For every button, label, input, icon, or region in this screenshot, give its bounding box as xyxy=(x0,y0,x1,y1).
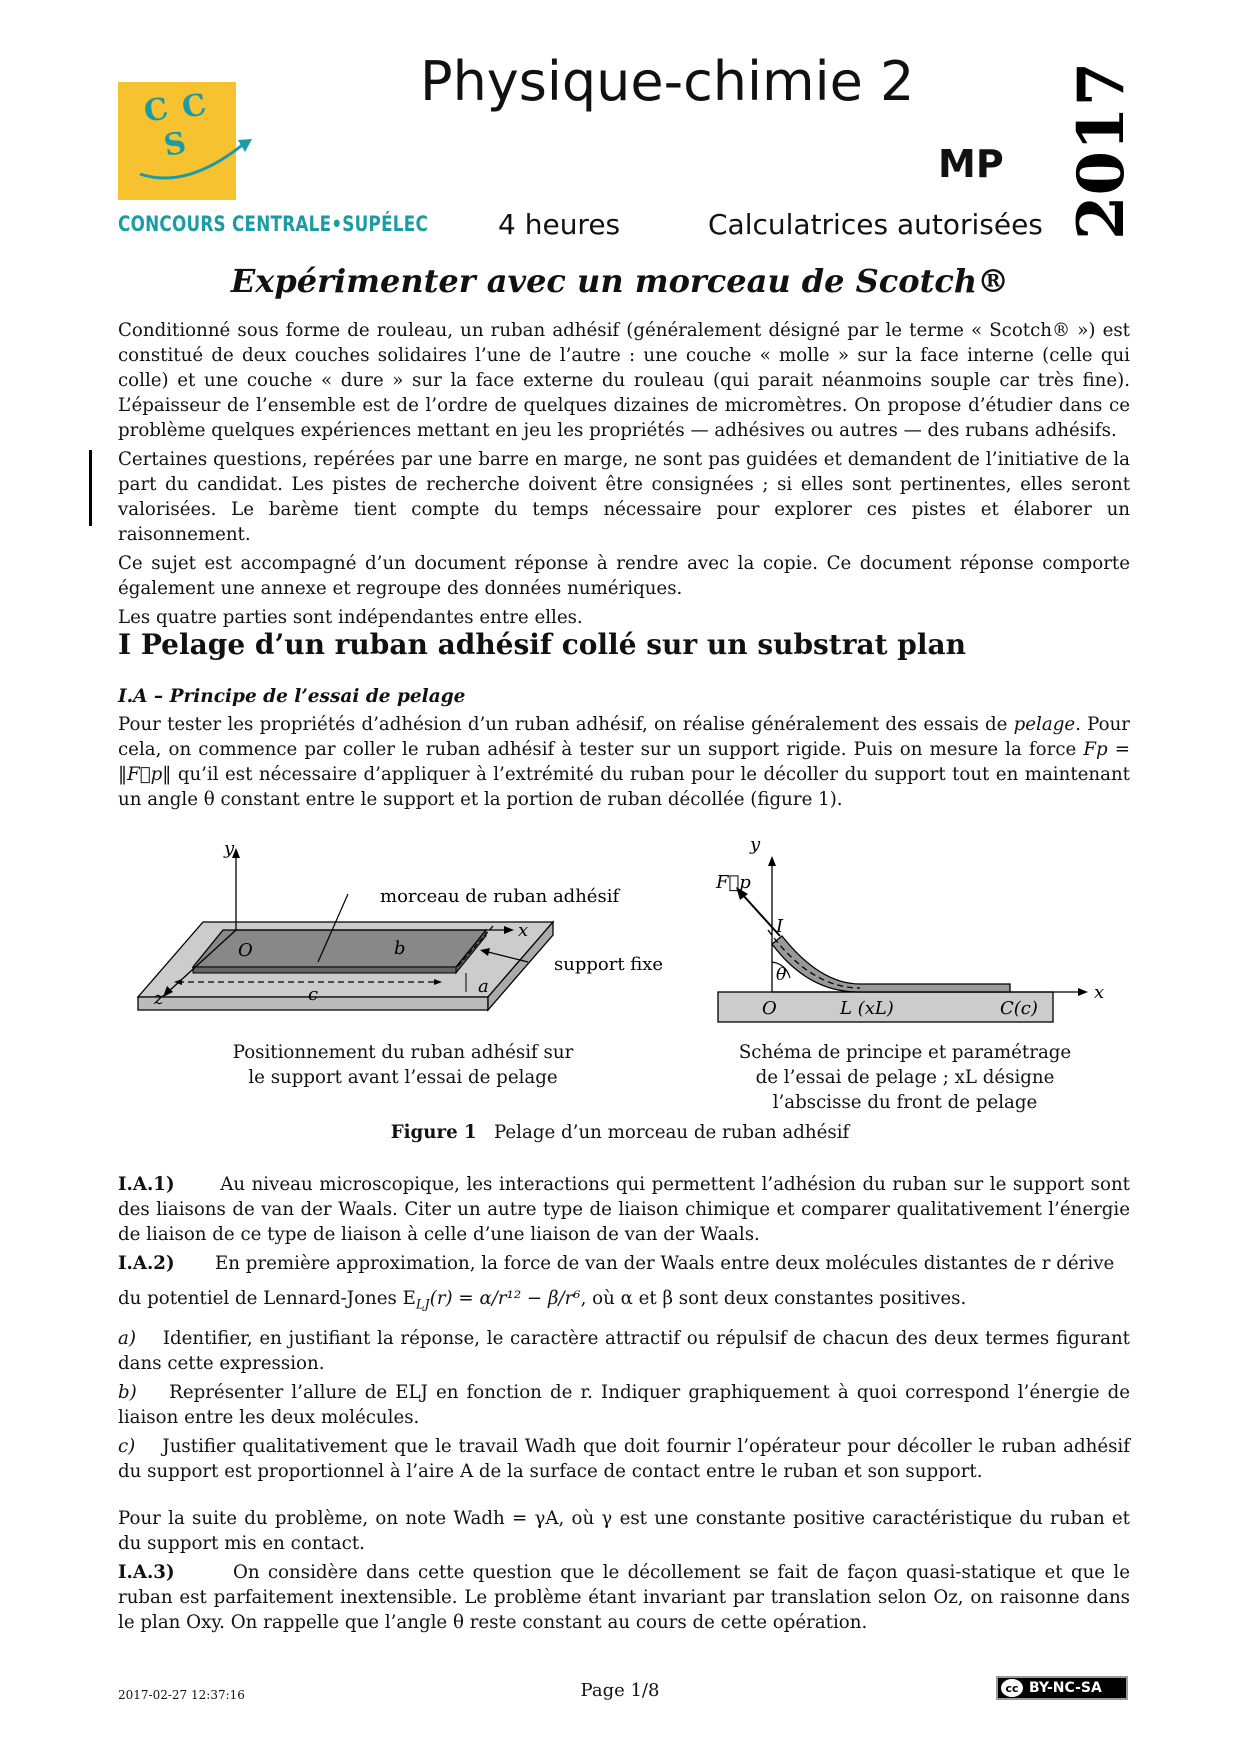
right-caption-line-2: de l’essai de pelage ; xL désigne xyxy=(755,1067,1055,1088)
force-formula: Fp = ‖F⃗p‖ xyxy=(118,739,1130,785)
figure-title xyxy=(0,1122,1240,1143)
logo-graphic xyxy=(118,82,268,200)
subject-title: Expérimenter avec un morceau de Scotch® xyxy=(230,262,1010,300)
q1-text: Au niveau microscopique, les interactions qui permettent l’adhésion du ruban sur le support sont des liaisons de van der Waals. Citer un autre type de liaison chimique et comparer qualitativement l’énergie de liaison de ce type de liaison à celle d’une liaison de van der Waals. xyxy=(118,1174,1130,1245)
label-b: b xyxy=(394,938,406,959)
force-arrow xyxy=(742,894,780,936)
calculator-note: Calculatrices autorisées xyxy=(708,208,1043,241)
q2-text-a: En première approximation, la force de van der Waals entre deux molécules distantes de r dérive xyxy=(215,1253,1115,1274)
question-1 xyxy=(118,1172,1130,1247)
label-theta: θ xyxy=(776,965,787,985)
label-c: c xyxy=(308,984,319,1005)
note: Pour la suite du problème, on note Wadh = γA, où γ est une constante positive caractéristique du ruban et du support mis en contact. xyxy=(118,1507,1130,1554)
questions xyxy=(118,1172,1130,1639)
exam-duration: 4 heures xyxy=(498,208,621,241)
y-arrow-right xyxy=(768,856,776,866)
q2-formula: (r) = α/r¹² − β/r⁶ xyxy=(429,1288,581,1309)
intro-paragraph-3: Ce sujet est accompagné d’un document réponse à rendre avec la copie. Ce document réponse comporte également une annexe et regroupe des données numériques. xyxy=(118,553,1130,599)
svg-text:C: C xyxy=(179,87,209,126)
section-text-3: qu’il est nécessaire d’appliquer à l’extrémité du ruban pour le décoller du support tout en maintenant un angle θ constant entre le support et la portion de ruban décollée (figure 1). xyxy=(118,764,1130,810)
label-O-right: O xyxy=(762,998,777,1019)
subsection-title: I.A – Principe de l’essai de pelage xyxy=(118,686,466,707)
figure-left xyxy=(118,832,678,1042)
exam-year xyxy=(1055,50,1135,250)
q3-text: On considère dans cette question que le décollement se fait de façon quasi-statique et que le ruban est parfaitement inextensible. Le problème étant invariant par translation selon Oz, on raisonne dans le plan Oxy. On rappelle que l’angle θ reste constant au cours de cette opération. xyxy=(118,1561,1130,1633)
label-C: C(c) xyxy=(1000,998,1038,1019)
q3-label: I.A.3) xyxy=(118,1561,175,1583)
qb-label: b) xyxy=(118,1381,137,1403)
footer-date: 2017-02-27 12:37:16 xyxy=(118,1688,245,1702)
label-L: L (xL) xyxy=(840,998,894,1019)
logo xyxy=(118,82,236,200)
section-intro xyxy=(118,712,1130,812)
figure-right-caption xyxy=(725,1040,1085,1115)
right-caption-line-3: l’abscisse du front de pelage xyxy=(772,1092,1038,1113)
figure-caption: Pelage d’un morceau de ruban adhésif xyxy=(494,1122,850,1143)
tape-front xyxy=(193,967,456,973)
page-number: Page 1/8 xyxy=(580,1680,660,1701)
label-x-right: x xyxy=(1094,982,1105,1003)
figure-number: Figure 1 xyxy=(390,1122,477,1143)
label-tape: morceau de ruban adhésif xyxy=(380,886,620,907)
label-x: x xyxy=(518,920,529,941)
qa-text: Identifier, en justifiant la réponse, le caractère attractif ou répulsif de chacun des deux termes figurant dans cette expression. xyxy=(118,1327,1130,1374)
intro xyxy=(118,318,1130,634)
exam-track: MP xyxy=(938,142,1004,186)
intro-paragraph-4: Les quatre parties sont indépendantes entre elles. xyxy=(118,607,583,628)
left-caption-line-1: Positionnement du ruban adhésif sur xyxy=(232,1042,574,1063)
peeled-tape xyxy=(772,936,1010,992)
label-I: I xyxy=(776,916,784,937)
svg-text:C: C xyxy=(141,91,171,130)
figure-left-caption xyxy=(208,1040,598,1090)
qc-label: c) xyxy=(118,1435,136,1457)
cc-icon: cc xyxy=(1001,1679,1023,1697)
question-2 xyxy=(118,1251,1130,1276)
qc-text: Justifier qualitativement que le travail Wadh que doit fournir l’opérateur pour décoller le ruban adhésif du support est proportionnel à l’aire A de la surface de contact entre le ruban et son support. xyxy=(118,1435,1130,1482)
q2-label: I.A.2) xyxy=(118,1253,175,1274)
svg-text:S: S xyxy=(161,125,189,164)
q2-text-c: , où α et β sont deux constantes positives. xyxy=(580,1288,967,1309)
section-text-2: . Pour cela, on commence par coller le ruban adhésif à tester sur un support rigide. Puis on mesure la force xyxy=(118,714,1131,760)
q2-text-b: du potentiel de Lennard-Jones E xyxy=(118,1288,416,1309)
year-text: 2017 xyxy=(1064,61,1135,240)
question-2b xyxy=(118,1380,1130,1430)
x-arrow-right xyxy=(1078,988,1088,996)
section-text-emphasis: pelage xyxy=(1013,714,1076,735)
intro-paragraph-2: Certaines questions, repérées par une barre en marge, ne sont pas guidées et demandent de l’initiative de la part du candidat. Les pistes de recherche doivent être consignées ; si elles sont pertinentes, elles seront valorisées. Le barème tient compte du temps nécessaire pour explorer ces pistes et élaborer un raisonnement. xyxy=(118,449,1130,545)
qa-label: a) xyxy=(118,1327,136,1349)
logo-text: CONCOURS CENTRALE•SUPÉLEC xyxy=(118,212,429,236)
section-text-1: Pour tester les propriétés d’adhésion d’un ruban adhésif, on réalise généralement des essais de xyxy=(118,714,1008,735)
license-text: BY-NC-SA xyxy=(1029,1680,1102,1696)
label-force: F⃗p xyxy=(716,872,751,893)
license-badge xyxy=(996,1676,1128,1700)
label-O: O xyxy=(238,940,253,961)
q1-label: I.A.1) xyxy=(118,1174,175,1195)
tape-top xyxy=(193,930,486,967)
exam-title: Physique-chimie 2 xyxy=(420,50,915,113)
margin-bar xyxy=(89,450,92,526)
question-2-formula xyxy=(118,1286,1130,1318)
left-caption-line-2: le support avant l’essai de pelage xyxy=(248,1067,558,1088)
question-2c xyxy=(118,1434,1130,1484)
qb-text: Représenter l’allure de ELJ en fonction de r. Indiquer graphiquement à quoi correspond l’énergie de liaison entre les deux molécules. xyxy=(118,1381,1130,1428)
label-y: y xyxy=(224,838,235,859)
right-caption-line-1: Schéma de principe et paramétrage xyxy=(738,1042,1072,1063)
question-2a xyxy=(118,1326,1130,1376)
label-z: z xyxy=(154,988,164,1009)
question-3 xyxy=(118,1560,1130,1635)
section-title: I Pelage d’un ruban adhésif collé sur un substrat plan xyxy=(118,628,967,661)
q2-subscript: LJ xyxy=(415,1297,430,1313)
label-support: support fixe xyxy=(554,954,664,975)
intro-paragraph-1: Conditionné sous forme de rouleau, un ruban adhésif (généralement désigné par le terme « Scotch® ») est constitué de deux couches solidaires l’une de l’autre : une couche « molle » sur la face interne (celle qui colle) et une couche « dure » sur la face externe du rouleau (qui parait néanmoins souple car très fine). L’épaisseur de l’ensemble est de l’ordre de quelques dizaines de micromètres. On propose d’étudier dans ce problème quelques expériences mettant en jeu les propriétés — adhésives ou autres — des rubans adhésifs. xyxy=(118,320,1130,441)
label-y-right: y xyxy=(750,834,761,855)
figure-right xyxy=(690,832,1130,1032)
label-a-text: a xyxy=(478,976,489,997)
